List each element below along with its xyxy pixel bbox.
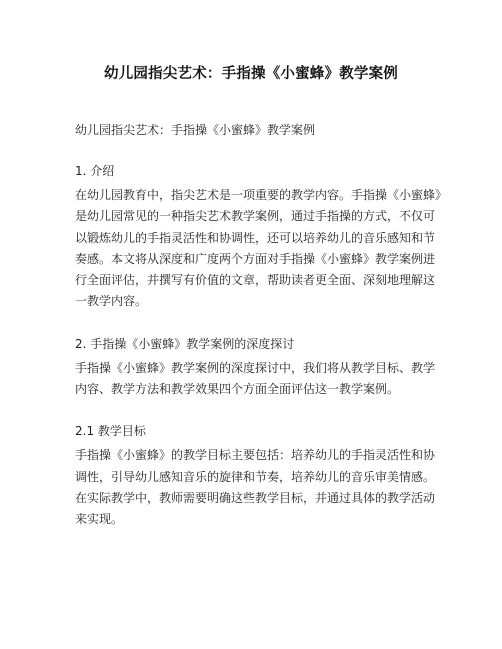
document-title: 幼儿园指尖艺术：手指操《小蜜蜂》教学案例 — [104, 66, 398, 82]
section-heading: 2. 手指操《小蜜蜂》教学案例的深度探讨 — [75, 336, 295, 351]
section-teaching-goals — [75, 422, 435, 530]
section-heading: 1. 介绍 — [75, 164, 115, 178]
section-paragraph — [75, 185, 448, 313]
paragraph-line: 手指操《小蜜蜂》教学案例的深度探讨中，我们将从教学目标、教学 — [75, 360, 436, 375]
document-subtitle: 幼儿园指尖艺术：手指操《小蜜蜂》教学案例 — [75, 123, 316, 137]
section-depth-discussion — [75, 335, 435, 401]
section-introduction — [75, 162, 448, 313]
section-heading: 2.1 教学目标 — [75, 424, 146, 439]
paragraph-line: 内容、教学方法和教学效果四个方面全面评估这一教学案例。 — [75, 382, 400, 397]
paragraph-line: 行全面评估，并撰写有价值的文章，帮助读者更全面、深刻地理解这 — [75, 273, 436, 288]
section-paragraph — [75, 445, 435, 530]
paragraph-line: 在幼儿园教育中，指尖艺术是一项重要的教学内容。手指操《小蜜蜂》 — [75, 188, 448, 202]
document-body — [75, 121, 448, 553]
paragraph-line: 在实际教学中，教师需要明确这些教学目标，并通过具体的教学活动 — [75, 490, 436, 505]
paragraph-line: 以锻炼幼儿的手指灵活性和协调性，还可以培养幼儿的音乐感知和节 — [75, 230, 436, 245]
section-paragraph — [75, 358, 435, 401]
paragraph-line: 调性，引导幼儿感知音乐的旋律和节奏，培养幼儿的音乐审美情感。 — [75, 469, 436, 484]
paragraph-line: 奏感。本文将从深度和广度两个方面对手指操《小蜜蜂》教学案例进 — [75, 251, 436, 266]
paragraph-line: 一教学内容。 — [75, 294, 148, 309]
paragraph-line: 是幼儿园常见的一种指尖艺术教学案例，通过手指操的方式，不仅可 — [75, 209, 436, 224]
paragraph-line: 手指操《小蜜蜂》的教学目标主要包括：培养幼儿的手指灵活性和协 — [75, 448, 436, 463]
paragraph-line: 来实现。 — [75, 512, 124, 527]
